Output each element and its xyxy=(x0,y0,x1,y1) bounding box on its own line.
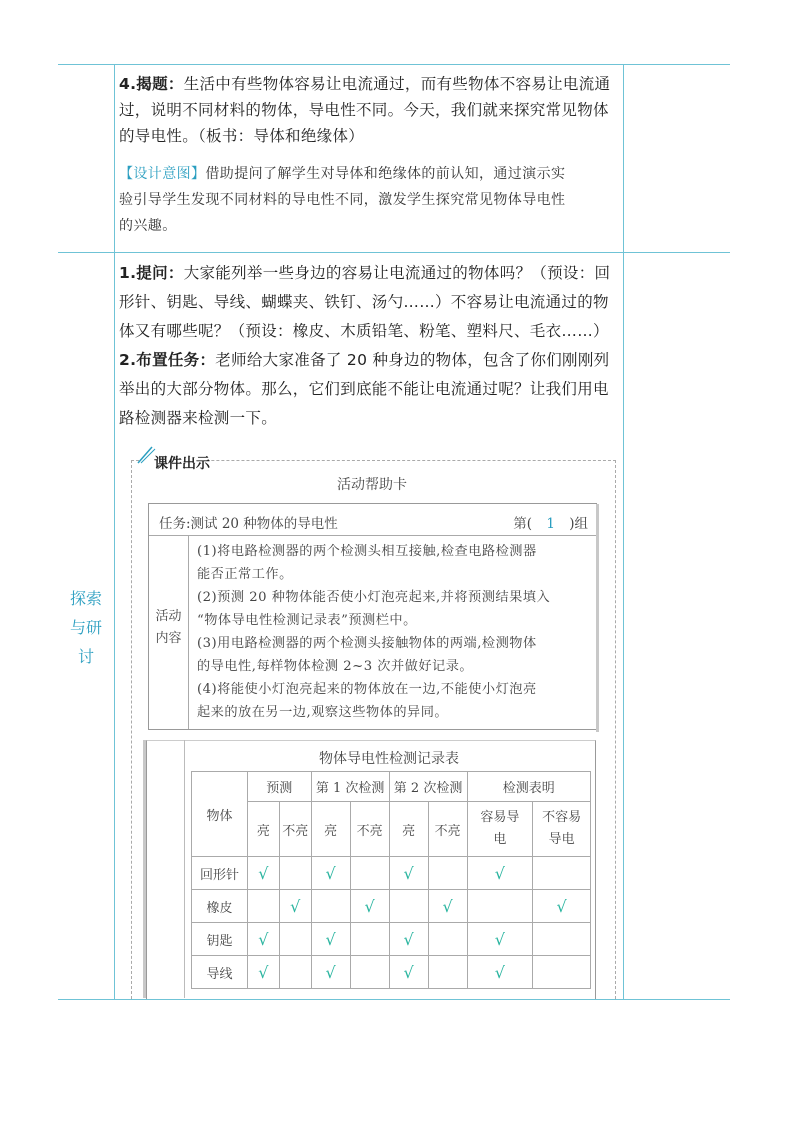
courseware-label: 课件出示 xyxy=(154,456,210,472)
result-cell xyxy=(467,890,533,923)
result-cell xyxy=(350,956,389,989)
result-cell xyxy=(247,956,279,989)
check-mark-icon: √ xyxy=(494,863,505,883)
check-mark-icon: √ xyxy=(258,962,269,982)
group-header: 检测表明 xyxy=(467,772,590,802)
step-line: (1)将电路检测器的两个检测头相互接触,检查电路检测器 xyxy=(197,544,537,559)
sub-header: 不亮 xyxy=(350,802,389,857)
step-line: 起来的放在另一边,观察这些物体的异同。 xyxy=(197,705,449,720)
reveal-line-2: 过，说明不同材料的物体，导电性不同。今天，我们就来探究常见物体 xyxy=(119,101,609,119)
group-header: 预测 xyxy=(247,772,311,802)
content-label-2: 内容 xyxy=(155,631,182,646)
activity-card xyxy=(148,503,597,730)
step-line: (2)预测 20 种物体能否使小灯泡亮起来,并将预测结果填入 xyxy=(197,590,551,605)
result-cell xyxy=(279,890,311,923)
row-object-name: 导线 xyxy=(192,956,248,989)
record-title: 物体导电性检测记录表 xyxy=(319,751,459,767)
check-mark-icon: √ xyxy=(403,863,414,883)
question-line-2: 形针、钥匙、导线、蝴蝶夹、铁钉、汤勺……）不容易让电流通过的物 xyxy=(119,293,609,311)
check-mark-icon: √ xyxy=(290,896,301,916)
group-suffix: )组 xyxy=(569,516,588,532)
card-task: 任务:测试 20 种物体的导电性 xyxy=(159,516,338,532)
check-mark-icon: √ xyxy=(403,929,414,949)
section-label-2: 与研 xyxy=(69,618,102,637)
table-row xyxy=(192,956,591,989)
result-cell xyxy=(389,956,428,989)
result-cell xyxy=(389,857,428,890)
result-cell xyxy=(247,923,279,956)
design-line-2: 验引导学生发现不同材料的导电性不同，激发学生探究常见物体导电性 xyxy=(119,192,566,208)
check-mark-icon: √ xyxy=(364,896,375,916)
result-cell xyxy=(350,890,389,923)
result-cell xyxy=(428,923,467,956)
reveal-paragraph xyxy=(119,71,619,149)
question-paragraph xyxy=(119,259,619,433)
col-divider-right xyxy=(623,64,624,1000)
row-object-name: 回形针 xyxy=(192,857,248,890)
check-mark-icon: √ xyxy=(325,929,336,949)
result-cell xyxy=(247,857,279,890)
content-label xyxy=(149,606,188,650)
result-cell xyxy=(311,956,350,989)
check-mark-icon: √ xyxy=(403,962,414,982)
card-header-divider xyxy=(149,535,596,536)
result-cell xyxy=(311,890,350,923)
result-cell xyxy=(389,890,428,923)
result-cell xyxy=(311,857,350,890)
design-intent xyxy=(119,161,619,239)
table-top-border xyxy=(58,64,730,65)
result-cell xyxy=(533,923,591,956)
result-cell xyxy=(279,857,311,890)
card-steps xyxy=(197,540,593,724)
table-row xyxy=(192,857,591,890)
question-label: 1.提问： xyxy=(119,264,184,282)
result-cell xyxy=(279,956,311,989)
table-bottom-border xyxy=(58,999,730,1000)
check-mark-icon: √ xyxy=(258,863,269,883)
result-cell xyxy=(533,956,591,989)
sub-header: 容易导电 xyxy=(467,802,533,857)
card-col-divider xyxy=(188,535,189,729)
row-object-name: 橡皮 xyxy=(192,890,248,923)
question-line-1: 大家能列举一些身边的容易让电流通过的物体吗？（预设：回 xyxy=(183,264,611,282)
sub-header: 不亮 xyxy=(428,802,467,857)
sub-header: 亮 xyxy=(247,802,279,857)
question-line-3: 体又有哪些呢？（预设：橡皮、木质铅笔、粉笔、塑料尺、毛衣……） xyxy=(119,322,609,340)
card-group xyxy=(513,512,588,532)
result-cell xyxy=(467,923,533,956)
sub-header: 亮 xyxy=(311,802,350,857)
group-header: 第 1 次检测 xyxy=(311,772,389,802)
result-cell xyxy=(533,890,591,923)
courseware-tag xyxy=(140,445,210,475)
check-mark-icon: √ xyxy=(442,896,453,916)
step-line: (4)将能使小灯泡亮起来的物体放在一边,不能使小灯泡亮 xyxy=(197,682,537,697)
check-mark-icon: √ xyxy=(494,962,505,982)
result-cell xyxy=(428,857,467,890)
check-mark-icon: √ xyxy=(325,962,336,982)
step-line: (3)用电路检测器的两个检测头接触物体的两端,检测物体 xyxy=(197,636,537,651)
result-cell xyxy=(350,923,389,956)
task-line-3: 路检测器来检测一下。 xyxy=(119,409,278,427)
result-cell xyxy=(467,956,533,989)
task-line-1: 老师给大家准备了 20 种身边的物体，包含了你们刚刚列 xyxy=(215,351,610,369)
section-label-1: 探索 xyxy=(69,589,102,608)
content-label-1: 活动 xyxy=(155,609,182,624)
result-cell xyxy=(428,956,467,989)
col-object-header: 物体 xyxy=(192,772,248,857)
section-label xyxy=(58,584,114,671)
step-line: 的导电性,每样物体检测 2~3 次并做好记录。 xyxy=(197,659,474,674)
result-cell xyxy=(247,890,279,923)
result-cell xyxy=(428,890,467,923)
reveal-label: 4.揭题： xyxy=(119,75,184,93)
col-divider-left xyxy=(114,64,115,1000)
result-cell xyxy=(533,857,591,890)
row-divider xyxy=(58,252,730,253)
step-line: “物体导电性检测记录表”预测栏中。 xyxy=(197,613,417,628)
section-label-3: 讨 xyxy=(77,647,94,666)
check-mark-icon: √ xyxy=(494,929,505,949)
reveal-line-1: 生活中有些物体容易让电流通过，而有些物体不容易让电流通 xyxy=(183,75,611,93)
check-mark-icon: √ xyxy=(325,863,336,883)
task-line-2: 举出的大部分物体。那么，它们到底能不能让电流通过呢？让我们用电 xyxy=(119,380,609,398)
card-right-shadow xyxy=(596,504,599,732)
row-object-name: 钥匙 xyxy=(192,923,248,956)
result-cell xyxy=(389,923,428,956)
task-label: 2.布置任务： xyxy=(119,351,216,369)
result-cell xyxy=(279,923,311,956)
group-prefix: 第( xyxy=(513,516,533,532)
record-table xyxy=(191,771,591,989)
check-mark-icon: √ xyxy=(258,929,269,949)
reveal-line-3: 的导电性。（板书：导体和绝缘体） xyxy=(119,127,365,145)
sub-header: 不容易导电 xyxy=(533,802,591,857)
table-cutoff-mask xyxy=(186,990,593,999)
card-title: 活动帮助卡 xyxy=(337,477,407,493)
result-cell xyxy=(350,857,389,890)
step-line: 能否正常工作。 xyxy=(197,567,293,582)
result-cell xyxy=(311,923,350,956)
table-row xyxy=(192,890,591,923)
design-line-3: 的兴趣。 xyxy=(119,218,177,234)
group-header: 第 2 次检测 xyxy=(389,772,467,802)
result-cell xyxy=(467,857,533,890)
design-intent-tag: 【设计意图】 xyxy=(119,166,206,182)
check-mark-icon: √ xyxy=(556,896,567,916)
design-line-1: 借助提问了解学生对导体和绝缘体的前认知，通过演示实 xyxy=(205,166,566,182)
sub-header: 不亮 xyxy=(279,802,311,857)
table-row xyxy=(192,923,591,956)
sub-header: 亮 xyxy=(389,802,428,857)
group-number: 1 xyxy=(546,516,555,532)
